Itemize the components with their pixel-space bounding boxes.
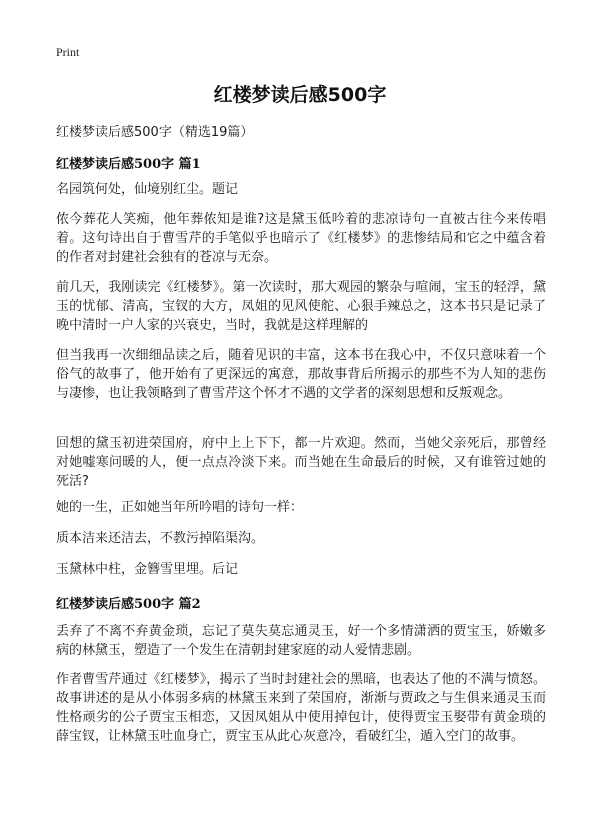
- paragraph: 回想的黛玉初进荣国府，府中上上下下，都一片欢迎。然而，当她父亲死后，那曾经对她嘘寒问暖的人，便一点点冷淡下来。而当她在生命最后的时候，又有谁管过她的死活?: [56, 436, 546, 489]
- paragraph: 但当我再一次细细品读之后，随着见识的丰富，这本书在我心中，不仅只意味着一个俗气的故事了，他开始有了更深远的寓意，那故事背后所揭示的那些不为人知的悲伤与凄惨，也让我领略到了曹雪芹这个怀才不遇的文学者的深刻思想和反叛观念。: [56, 348, 546, 401]
- section-heading: 红楼梦读后感500字 篇1: [56, 157, 201, 172]
- paragraph: 丢弃了不离不弃黄金琐，忘记了莫失莫忘通灵玉，好一个多情潇洒的贾宝玉，娇嫩多病的林黛玉，塑造了一个发生在清朝封建家庭的动人爱情悲剧。: [56, 624, 546, 658]
- paragraph: 玉黛林中柱，金簪雪里埋。后记: [56, 562, 239, 577]
- paragraph: 作者曹雪芹通过《红楼梦》，揭示了当时封建社会的黑暗，也表达了他的不满与愤怒。故事讲述的是从小体弱多病的林黛玉来到了荣国府，渐渐与贾政之与生俱来通灵玉而性格顽劣的公子贾宝玉相恋，又因凤姐从中使用掉包计，使得贾宝玉娶带有黄金琐的薛宝钗，让林黛玉吐血身亡，贾宝玉从此心灰意冷，看破红尘，遁入空门的故事。: [56, 672, 546, 744]
- paragraph: 她的一生，正如她当年所吟唱的诗句一样：: [56, 500, 304, 515]
- paragraph: 前几天，我刚读完《红楼梦》。第一次读时，那大观园的繁杂与喧闹，宝玉的轻浮，黛玉的忧郁、清高，宝钗的大方，凤姐的见风使舵、心狠手辣总之，这本书只是记录了晚中清时一户人家的兴衰史，当时，我就是这样理解的: [56, 280, 546, 333]
- page-title: 红楼梦读后感500字: [213, 84, 387, 106]
- paragraph: 质本洁来还洁去，不教污掉陷渠沟。: [56, 531, 265, 546]
- paragraph: 名园筑何处，仙境别红尘。题记: [56, 182, 239, 197]
- print-link[interactable]: Print: [56, 45, 80, 59]
- section-heading: 红楼梦读后感500字 篇2: [56, 597, 201, 612]
- document-subtitle: 红楼梦读后感500字（精选19篇）: [56, 125, 254, 140]
- paragraph: 侬今葬花人笑痴，他年葬侬知是谁?这是黛玉低吟着的悲凉诗句一直被古往今来传唱着。这句诗出自于曹雪芹的手笔似乎也暗示了《红楼梦》的悲惨结局和它之中蕴含着的作者对封建社会独有的苍凉与无奈。: [56, 212, 546, 265]
